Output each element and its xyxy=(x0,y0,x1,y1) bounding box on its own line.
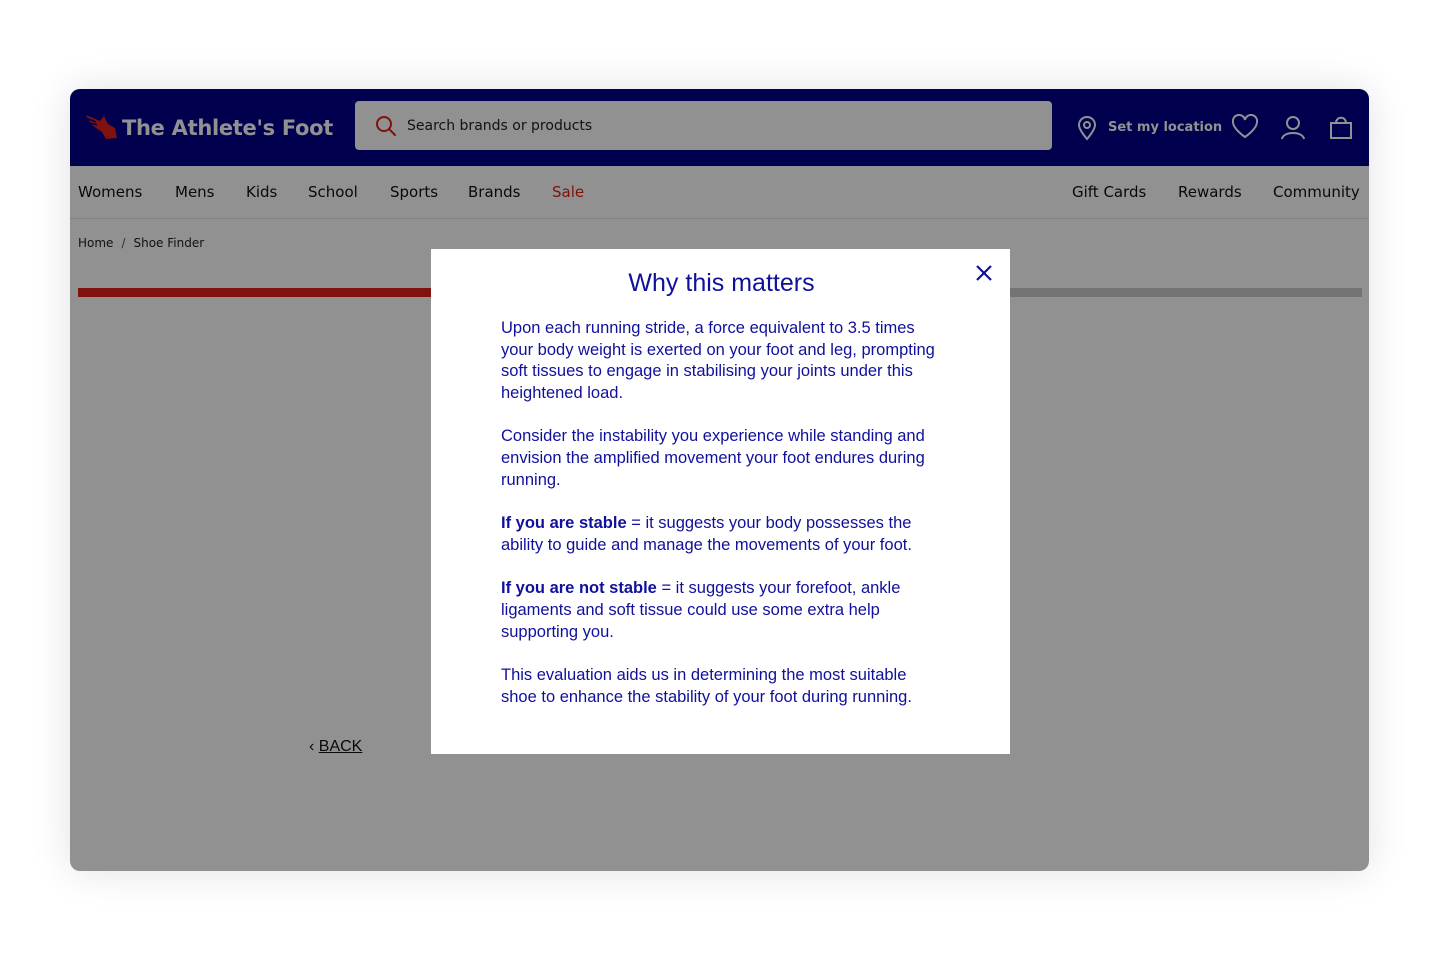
chevron-left-icon: ‹ xyxy=(309,738,315,755)
why-this-matters-modal xyxy=(431,249,1010,754)
nav-item-sale[interactable]: Sale xyxy=(552,183,585,201)
modal-paragraph: Consider the instability you experience while standing and envision the amplified movement your foot endures during running. xyxy=(501,427,925,489)
breadcrumb-home[interactable]: Home xyxy=(78,236,114,250)
nav-item-mens[interactable]: Mens xyxy=(175,183,215,201)
search-placeholder: Search brands or products xyxy=(407,117,593,134)
nav-item-community[interactable]: Community xyxy=(1273,183,1360,201)
location-label: Set my location xyxy=(1108,120,1223,135)
stable-text: = it suggests your body possesses the ability to guide and manage the movements of your foot. xyxy=(501,514,912,554)
modal-paragraph: Upon each running stride, a force equivalent to 3.5 times your body weight is exerted on your foot and leg, prompting soft tissues to engage in stabilising your joints under this heightened load. xyxy=(501,319,935,402)
nav-item-sports[interactable]: Sports xyxy=(390,183,439,201)
not-stable-heading: If you are not stable xyxy=(501,579,657,598)
close-icon[interactable] xyxy=(974,263,994,283)
breadcrumb-current: Shoe Finder xyxy=(133,236,205,250)
nav-item-school[interactable]: School xyxy=(308,183,358,201)
breadcrumb-separator: / xyxy=(121,236,126,250)
back-label: BACK xyxy=(318,738,363,755)
nav-item-kids[interactable]: Kids xyxy=(246,183,278,201)
modal-paragraph xyxy=(501,513,942,556)
stable-heading: If you are stable xyxy=(501,514,627,533)
logo-text: The Athlete's Foot xyxy=(122,116,334,140)
browser-window xyxy=(70,89,1369,871)
modal-paragraph: This evaluation aids us in determining the most suitable shoe to enhance the stability of your foot during running. xyxy=(501,666,912,706)
not-stable-text: = it suggests your forefoot, ankle ligaments and soft tissue could use some extra help supporting you. xyxy=(501,579,901,641)
nav-item-brands[interactable]: Brands xyxy=(468,183,521,201)
nav-item-gift-cards[interactable]: Gift Cards xyxy=(1072,183,1147,201)
modal-title: Why this matters xyxy=(628,269,815,297)
nav-item-rewards[interactable]: Rewards xyxy=(1178,183,1242,201)
modal-paragraph xyxy=(501,578,942,643)
nav-item-womens[interactable]: Womens xyxy=(78,183,143,201)
